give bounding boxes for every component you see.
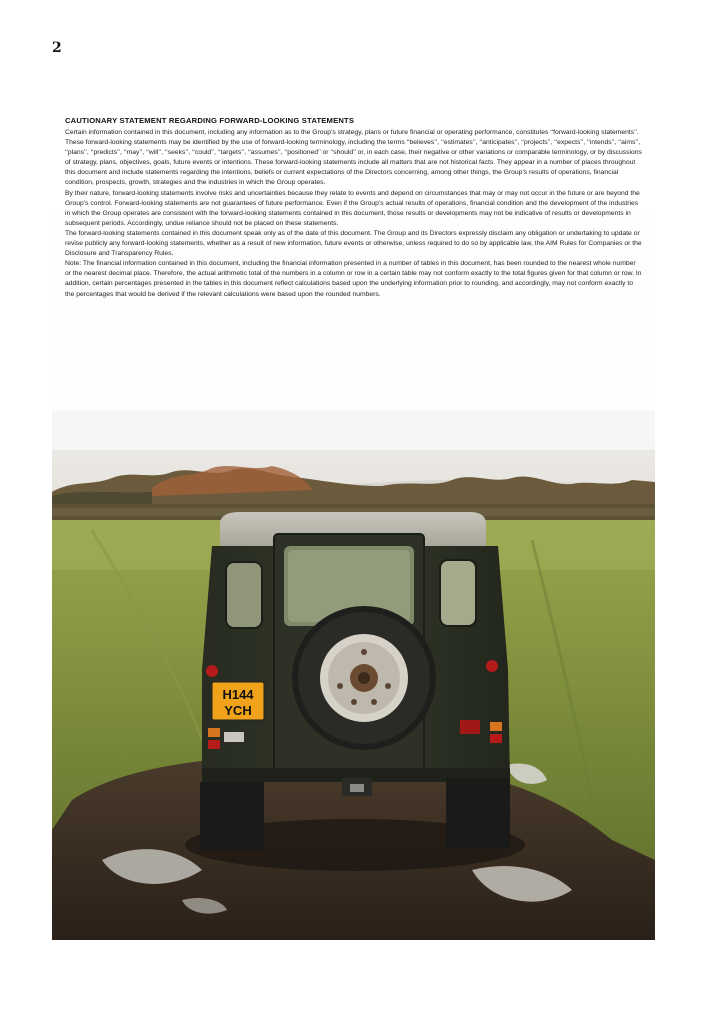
number-plate-line-1: H144 — [222, 687, 254, 702]
statement-paragraph: Certain information contained in this document, including any information as to the Group’s strategy, plans or future financial or operating performance, constitutes ‘‘forward-looking statements’’. These forward-looking statements may be identified by the use of forward-looking terminology, including the terms ‘‘believes’’, ‘‘estimates’’, ‘‘anticipates’’, ‘‘projects’’, ‘‘expects’’, ‘‘intends’’, ‘‘aims’’, ‘‘plans’’, ‘‘predicts’’, ‘‘may’’, ‘‘will’’, ‘‘seeks’’, ‘‘could’’, ‘‘targets’’, ‘‘assumes’’, ‘‘positioned’’ or ‘‘should’’ or, in each case, their negative or other variations or comparable terminology, or by discussions of strategy, plans, objectives, goals, future events or intentions. These forward-looking statements include all matters that are not historical facts. They appear in a number of places throughout this document and include statements regarding the intentions, beliefs or current expectations of the Directors concerning, among other things, the Group’s results of operations, financial condition, prospects, growth, strategies and the industries in which the Group operates. — [65, 129, 642, 187]
forward-looking-statement — [65, 116, 643, 300]
page-number: 2 — [52, 40, 62, 56]
statement-paragraph: The forward-looking statements contained in this document speak only as of the date of this document. The Group and its Directors expressly disclaim any obligation or undertaking to update or revise publicly any forward-looking statements, whether as a result of new information, future events or otherwise, unless required to do so by applicable law, the AIM Rules for Companies or the Disclosure and Transparency Rules. — [65, 229, 642, 258]
statement-heading: CAUTIONARY STATEMENT REGARDING FORWARD-LOOKING STATEMENTS — [65, 116, 355, 125]
statement-paragraph: By their nature, forward-looking statements involve risks and uncertainties because they relate to events and depend on circumstances that may or may not occur in the future or are beyond the Group’s control. Forward-looking statements are not guarantees of future performance. Even if the Group’s actual results of operations, financial condition and the development of the industries in which the Group operates are consistent with the forward-looking statements contained in this document, those results or developments may not be indicative of results or developments in subsequent periods. Accordingly, undue reliance should not be placed on these statements. — [65, 189, 640, 227]
number-plate-line-2: YCH — [224, 703, 252, 718]
statement-paragraph: Note: The financial information contained in this document, including the financial information presented in a number of tables in this document, has been rounded to the nearest whole number or the nearest decimal place. Therefore, the actual arithmetic total of the numbers in a column or row in a certain table may not conform exactly to the total figures given for that column or row. In addition, certain percentages presented in the tables in this document reflect calculations based upon the underlying information prior to rounding, and accordingly, may not conform exactly to the percentages that would be derived if the relevant calculations were based upon the rounded numbers. — [65, 260, 642, 298]
